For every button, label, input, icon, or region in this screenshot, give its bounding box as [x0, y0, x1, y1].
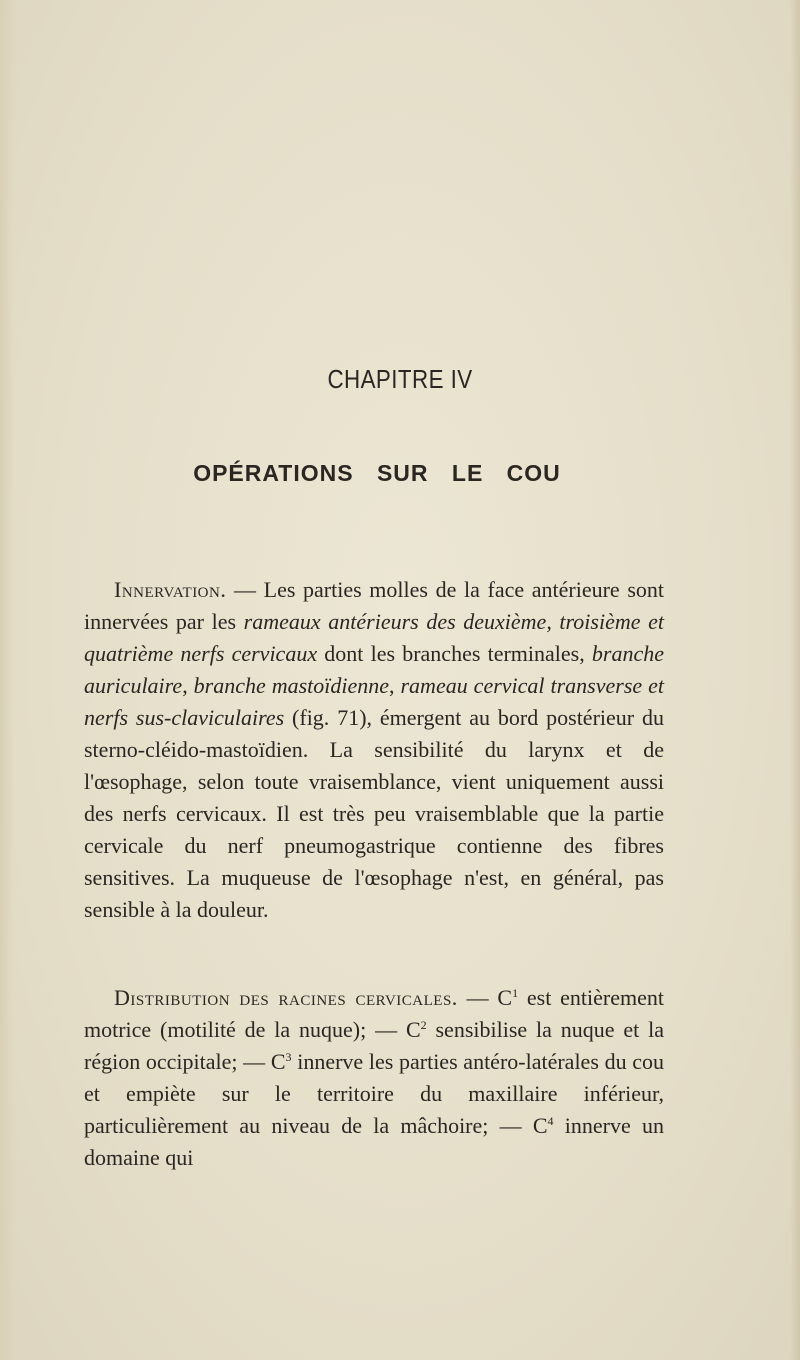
- superscript: 3: [285, 1050, 292, 1064]
- text-span: ,: [389, 673, 401, 698]
- italic-span: rameaux antérieurs des deuxième, troisième: [243, 609, 641, 634]
- paragraph-distribution: [84, 982, 664, 1174]
- paragraph-lead: Innervation.: [114, 577, 227, 602]
- text-span: est entièrement motrice (motilité de la nuque); — C: [84, 985, 664, 1042]
- superscript: 1: [512, 986, 519, 1000]
- italic-span: et: [648, 673, 665, 698]
- italic-span: nerfs sus-claviculaires: [84, 705, 285, 730]
- text-span: dont les branches terminales,: [317, 641, 592, 666]
- text-span: — C: [457, 985, 513, 1010]
- text-span: Les parties molles de la face antérieure sont innervées par les: [84, 577, 664, 634]
- italic-span: branche auriculaire: [84, 641, 664, 698]
- superscript: 4: [547, 1114, 554, 1128]
- superscript: 2: [420, 1018, 427, 1032]
- text-span: innerve les parties antéro-latérales du cou et empiète sur le territoire du maxillaire inférieur, particulièrement au niveau de la mâchoire; — C: [84, 1049, 665, 1138]
- text-span: —: [226, 577, 264, 602]
- page-edge-left: [0, 0, 14, 1360]
- chapter-heading: CHAPITRE IV: [327, 364, 473, 394]
- text-span: [641, 609, 649, 634]
- italic-span: et: [648, 609, 665, 634]
- text-span: innerve un domaine qui: [84, 1113, 665, 1170]
- text-span: ,: [182, 673, 194, 698]
- text-span: (fig. 71), émergent au bord postérieur du sterno-cléido-mastoïdien. La sensibilité du larynx et de l'œsophage, selon toute vraisemblance, vient uniquement aussi des nerfs cervicaux. Il est très peu vraisemblable que la partie cervicale du nerf pneumogastrique contienne des fibres sensitives. La muqueuse de l'œsophage n'est, en général, pas sensible à la douleur.: [84, 705, 664, 922]
- paragraph-innervation: [84, 574, 664, 926]
- italic-span: rameau cervical transverse: [400, 673, 643, 698]
- italic-span: quatrième nerfs cervicaux: [84, 641, 318, 666]
- italic-span: branche mastoïdienne: [193, 673, 390, 698]
- paragraph-lead: Distribution des racines cervicales.: [114, 985, 458, 1010]
- page-edge-right: [790, 0, 800, 1360]
- chapter-title: OPÉRATIONS SUR LE COU: [193, 460, 561, 486]
- text-span: sensibilise la nuque et la région occipitale; — C: [84, 1017, 664, 1074]
